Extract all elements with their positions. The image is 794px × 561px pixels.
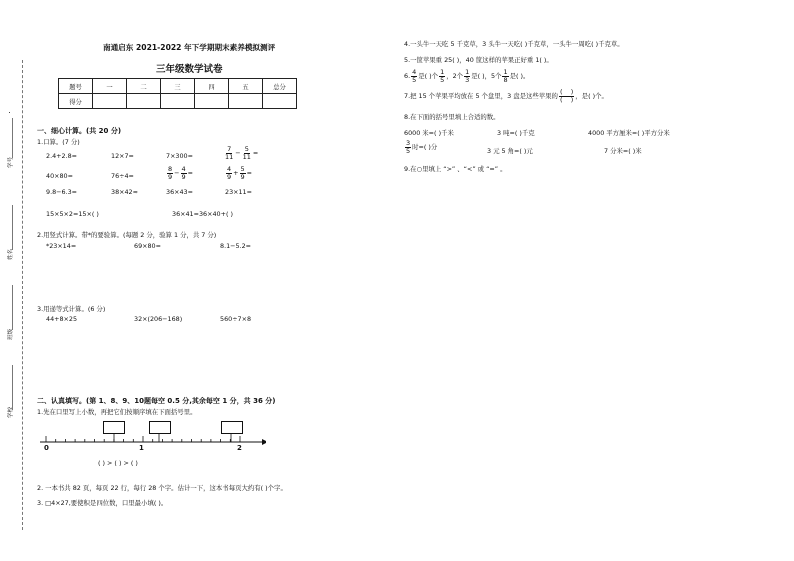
frac-op: − — [235, 149, 241, 157]
calc-item: 40×80= — [46, 172, 73, 180]
q6-part: ，2个 — [446, 72, 464, 80]
s1-q3-title: 3.用递等式计算。(6 分) — [37, 305, 106, 313]
equals-sign: = — [246, 169, 252, 177]
calc-item: 36×41=36×40+( ) — [172, 210, 233, 218]
calc-item: 38×42≈ — [111, 188, 138, 196]
calc-item: 23×11= — [225, 188, 252, 196]
frac-op: + — [233, 169, 239, 177]
q6-part: 6. — [404, 72, 411, 80]
unit-conversion-item — [404, 140, 437, 154]
frac-den: 9 — [181, 172, 186, 181]
number-line-answer-box[interactable] — [221, 421, 243, 434]
order-answer-blanks[interactable]: ( ) > ( ) > ( ) — [98, 459, 138, 467]
s1-q2-title: 2.用竖式计算。带*的要验算。(每题 2 分，验算 1 分，共 7 分) — [37, 231, 217, 239]
frac-num: 4 — [412, 68, 417, 76]
side-label-class: 班级 — [8, 328, 14, 340]
stepwise-calc-item: 44+8×25 — [46, 315, 78, 323]
score-cell-header: 四 — [195, 79, 229, 94]
s1-q1-title: 1.口算。(7 分) — [37, 138, 80, 146]
frac-num: 8 — [168, 165, 173, 173]
calc-fraction-item — [223, 146, 258, 160]
unit-conversion-item: 6000 米=( )千米 — [404, 129, 454, 137]
calc-item: 12×7= — [111, 152, 134, 160]
section1-heading: 一、细心计算。(共 20 分) — [37, 127, 122, 135]
score-input-cell[interactable] — [127, 94, 161, 109]
side-label-name: 姓名 — [8, 248, 14, 260]
score-cell-header: 题号 — [59, 79, 93, 94]
score-cell-header: 一 — [93, 79, 127, 94]
unit-conversion-item: 4000 平方厘米=( )平方分米 — [588, 129, 670, 137]
r-q7 — [404, 89, 608, 103]
equals-sign: = — [252, 149, 259, 157]
side-blank-line-4 — [12, 365, 13, 410]
calc-fraction-item — [225, 166, 252, 180]
calc-item: 15×5×2=15×( ) — [46, 210, 99, 218]
calc-item: 2.4+2.8= — [46, 152, 78, 160]
calc-item: 36×43= — [166, 188, 193, 196]
score-cell-header: 二 — [127, 79, 161, 94]
frac-num: 1 — [465, 68, 470, 76]
frac-num: 3 — [406, 139, 411, 147]
number-line-label-2: 2 — [237, 444, 242, 452]
frac-den: 9 — [227, 172, 232, 181]
calc-item: 7×300= — [166, 152, 193, 160]
q6-part: 是( )，5个 — [471, 72, 502, 80]
q7-text: ，是( )个。 — [575, 92, 608, 100]
calc-fraction-item — [166, 166, 193, 180]
frac-num: 1 — [503, 68, 508, 76]
frac-den: 11 — [242, 152, 251, 161]
frac-den: 5 — [406, 146, 411, 155]
score-cell-header: 三 — [161, 79, 195, 94]
r-q5: 5.一筐苹果重 25( )，40 筐这样的苹果正好重 1( )。 — [404, 56, 553, 64]
stepwise-calc-item: 32×(206−168) — [134, 315, 183, 323]
q6-part: 是( )个 — [418, 72, 439, 80]
s2-q3-text: 3. □4×27,要使积是四位数，口里最小填( )。 — [37, 499, 168, 507]
equals-sign: = — [187, 169, 193, 177]
frac-num: 4 — [227, 165, 232, 173]
frac-den: 9 — [168, 172, 173, 181]
r-q6 — [404, 69, 529, 83]
frac-den: 5 — [440, 75, 445, 84]
score-input-cell[interactable] — [263, 94, 297, 109]
score-row-label: 得分 — [59, 94, 93, 109]
q7-blank-fraction[interactable]: $\frac{( )}{( )}$ — [559, 88, 574, 104]
side-blank-line-1 — [12, 118, 13, 158]
score-cell-header: 总分 — [263, 79, 297, 94]
section2-heading: 二、认真填写。(第 1、8、9、10题每空 0.5 分,其余每空 1 分，共 36 分) — [37, 397, 276, 405]
score-input-cell[interactable] — [229, 94, 263, 109]
r-q4: 4.一头牛一天吃 5 千克草，3 头牛一天吃( )千克草，一头牛一周吃( )千克草。 — [404, 40, 624, 48]
binding-line — [22, 60, 23, 530]
frac-den: 3 — [465, 75, 470, 84]
side-label-student-id: 学号 — [8, 156, 14, 168]
vertical-calc-item: 69×80= — [134, 242, 161, 250]
frac-den: 11 — [225, 152, 234, 161]
s2-q1-title: 1.先在口里写上小数，再把它们按顺序填在下面括号里。 — [37, 408, 197, 416]
number-line-answer-box[interactable] — [149, 421, 171, 434]
side-blank-student-id — [9, 112, 10, 113]
unit-conversion-item: 7 分米=( )米 — [604, 147, 642, 155]
stepwise-calc-item: 560÷7×8 — [220, 315, 252, 323]
frac-num: 7 — [227, 145, 232, 153]
vertical-calc-item: 8.1−5.2= — [220, 242, 252, 250]
r-q9: 9.在○里填上 “>” 、“<” 或 “=” 。 — [404, 165, 507, 173]
exam-subtitle: 三年级数学试卷 — [156, 64, 223, 75]
frac-num: 5 — [244, 145, 249, 153]
number-line-answer-box[interactable] — [103, 421, 125, 434]
q7-text: 7.把 15 个苹果平均放在 5 个盘里，3 盘是这些苹果的 — [404, 92, 558, 100]
score-input-cell[interactable] — [93, 94, 127, 109]
q6-part: 是( )。 — [509, 72, 530, 80]
frac-den: 8 — [503, 75, 508, 84]
number-line-label-0: 0 — [44, 444, 49, 452]
frac-num: 5 — [240, 165, 245, 173]
frac-den: 5 — [412, 75, 417, 84]
frac-den: 9 — [240, 172, 245, 181]
side-label-school: 学校 — [8, 406, 14, 418]
q8-text: 时=( )分 — [412, 143, 438, 151]
frac-num: 1 — [440, 68, 445, 76]
side-blank-line-2 — [12, 205, 13, 250]
score-input-cell[interactable] — [195, 94, 229, 109]
score-table — [58, 78, 297, 109]
calc-item: 9.8−6.3= — [46, 188, 78, 196]
unit-conversion-item: 3 元 5 角=( )元 — [487, 147, 533, 155]
unit-conversion-item: 3 吨=( )千克 — [497, 129, 535, 137]
vertical-calc-item: *23×14= — [46, 242, 77, 250]
side-blank-line-3 — [12, 285, 13, 330]
s2-q2-text: 2. 一本书共 82 页，每页 22 行，每行 28 个字。估计一下，这本书每页大约有( )个字。 — [37, 484, 287, 492]
calc-item: 76÷4= — [111, 172, 134, 180]
exam-title: 南通启东 2021-2022 年下学期期末素养模拟测评 — [103, 43, 276, 52]
r-q8-title: 8.在下面的括号里填上合适的数。 — [404, 113, 500, 121]
number-line-label-1: 1 — [139, 444, 144, 452]
frac-num: 4 — [181, 165, 186, 173]
frac-op: − — [174, 169, 180, 177]
score-cell-header: 五 — [229, 79, 263, 94]
score-input-cell[interactable] — [161, 94, 195, 109]
